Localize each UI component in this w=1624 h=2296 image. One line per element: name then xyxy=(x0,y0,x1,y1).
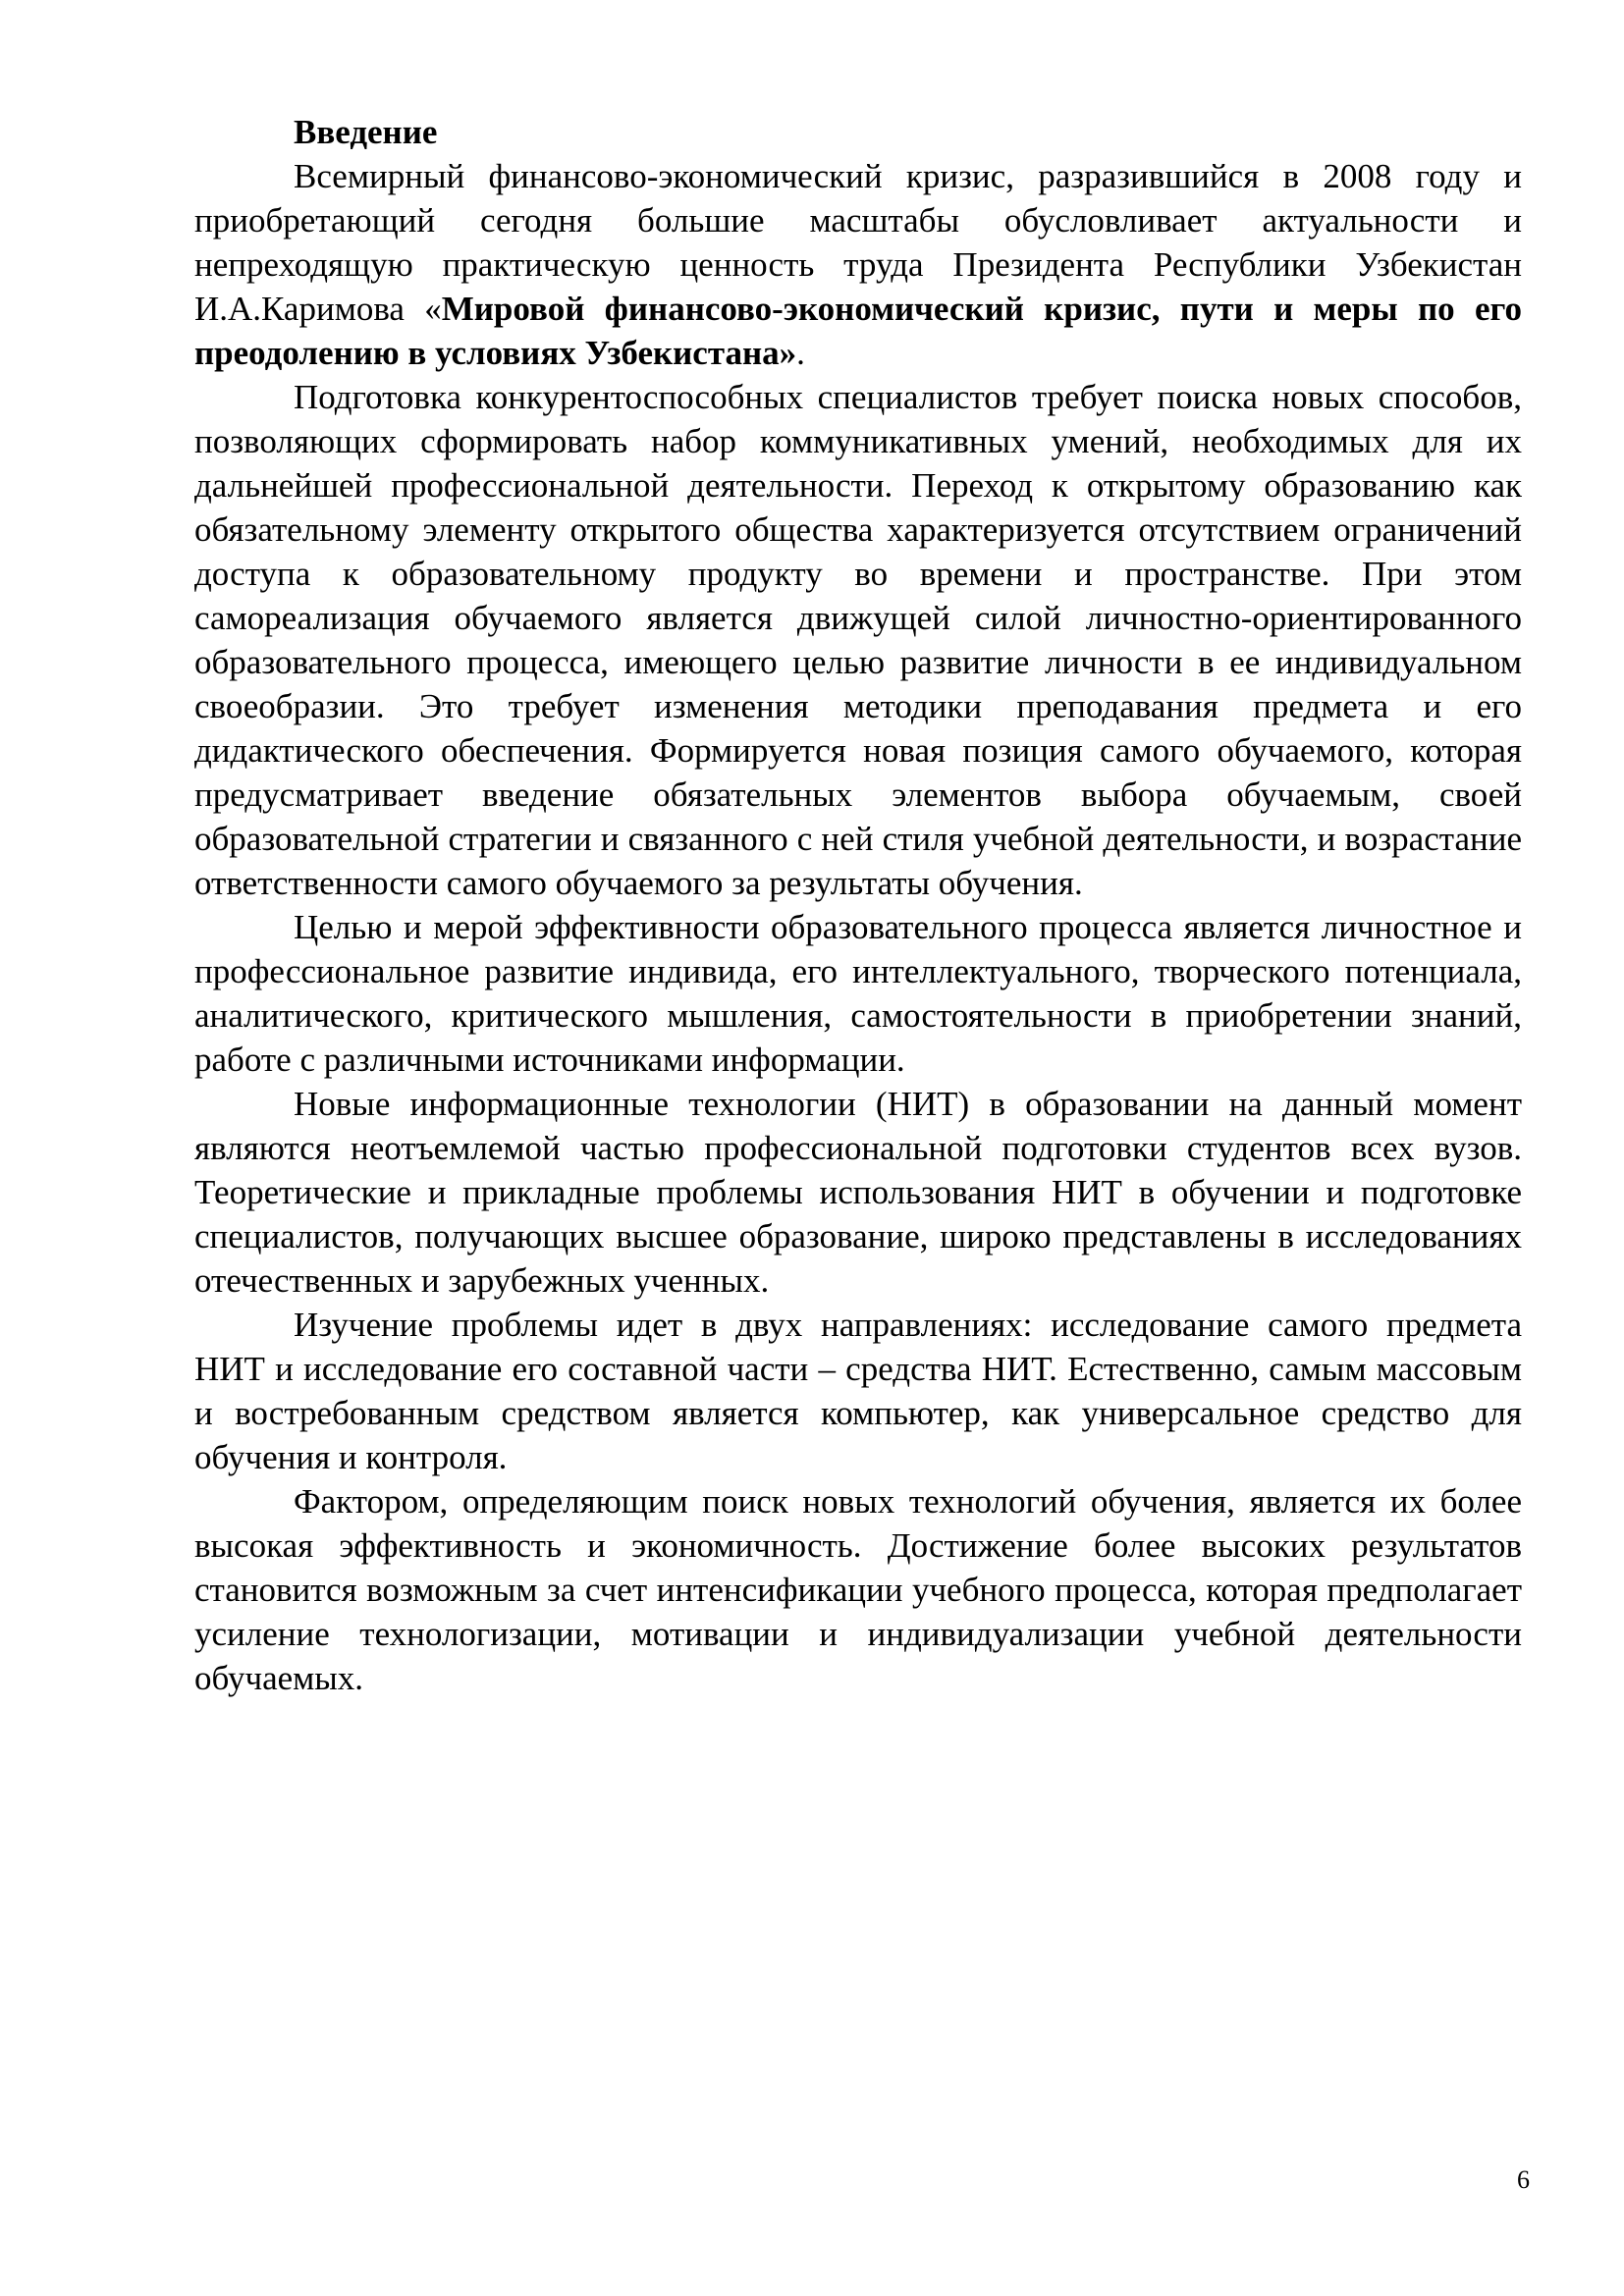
paragraph-factor: Фактором, определяющим поиск новых технологий обучения, является их более высокая эффективность и экономичность. Достижение более высоких результатов становится возможным за счет интенсификации учебного процесса, которая предполагает усиление технологизации, мотивации и индивидуализации учебной деятельности обучаемых. xyxy=(194,1482,1522,1697)
intro-text: Всемирный финансово-экономический кризис, разразившийся в 2008 году и приобретающий сегодня большие масштабы обусловливает актуальности и непреходящую практическую ценность труда Президента Республики Узбекистан И.А.Каримова « xyxy=(194,157,1522,328)
intro-paragraph xyxy=(194,154,1522,375)
paragraph-goal: Целью и мерой эффективности образовательного процесса является личностное и профессиональное развитие индивида, его интеллектуального, творческого потенциала, аналитического, критического мышления, самостоятельности в приобретении знаний, работе с различными источниками информации. xyxy=(194,908,1522,1079)
paragraph-training: Подготовка конкурентоспособных специалистов требует поиска новых способов, позволяющих сформировать набор коммуникативных умений, необходимых для их дальнейшей профессиональной деятельности. Переход к открытому образованию как обязательному элементу открытого общества характеризуется отсутствием ограничений доступа к образовательному продукту во времени и пространстве. При этом самореализация обучаемого является движущей силой личностно-ориентированного образовательного процесса, имеющего целью развитие личности в ее индивидуальном своеобразии. Это требует изменения методики преподавания предмета и его дидактического обеспечения. Формируется новая позиция самого обучаемого, которая предусматривает введение обязательных элементов выбора обучаемым, своей образовательной стратегии и связанного с ней стиля учебной деятельности, и возрастание ответственности самого обучаемого за результаты обучения. xyxy=(194,378,1522,902)
document-page xyxy=(194,110,1522,1700)
paragraph-study-directions: Изучение проблемы идет в двух направлениях: исследование самого предмета НИТ и исследование его составной части – средства НИТ. Естественно, самым массовым и востребованным средством является компьютер, как универсальное средство для обучения и контроля. xyxy=(194,1306,1522,1476)
section-heading: Введение xyxy=(294,113,438,151)
page-number: 6 xyxy=(1517,2165,1530,2194)
paragraph-nit: Новые информационные технологии (НИТ) в образовании на данный момент являются неотъемлемой частью профессиональной подготовки студентов всех вузов. Теоретические и прикладные проблемы использования НИТ в обучении и подготовке специалистов, получающих высшее образование, широко представлены в исследованиях отечественных и зарубежных ученных. xyxy=(194,1085,1522,1300)
book-title: Мировой финансово-экономический кризис, пути и меры по его преодолению в условиях Узбекистана» xyxy=(194,290,1522,372)
intro-end: . xyxy=(796,334,805,372)
